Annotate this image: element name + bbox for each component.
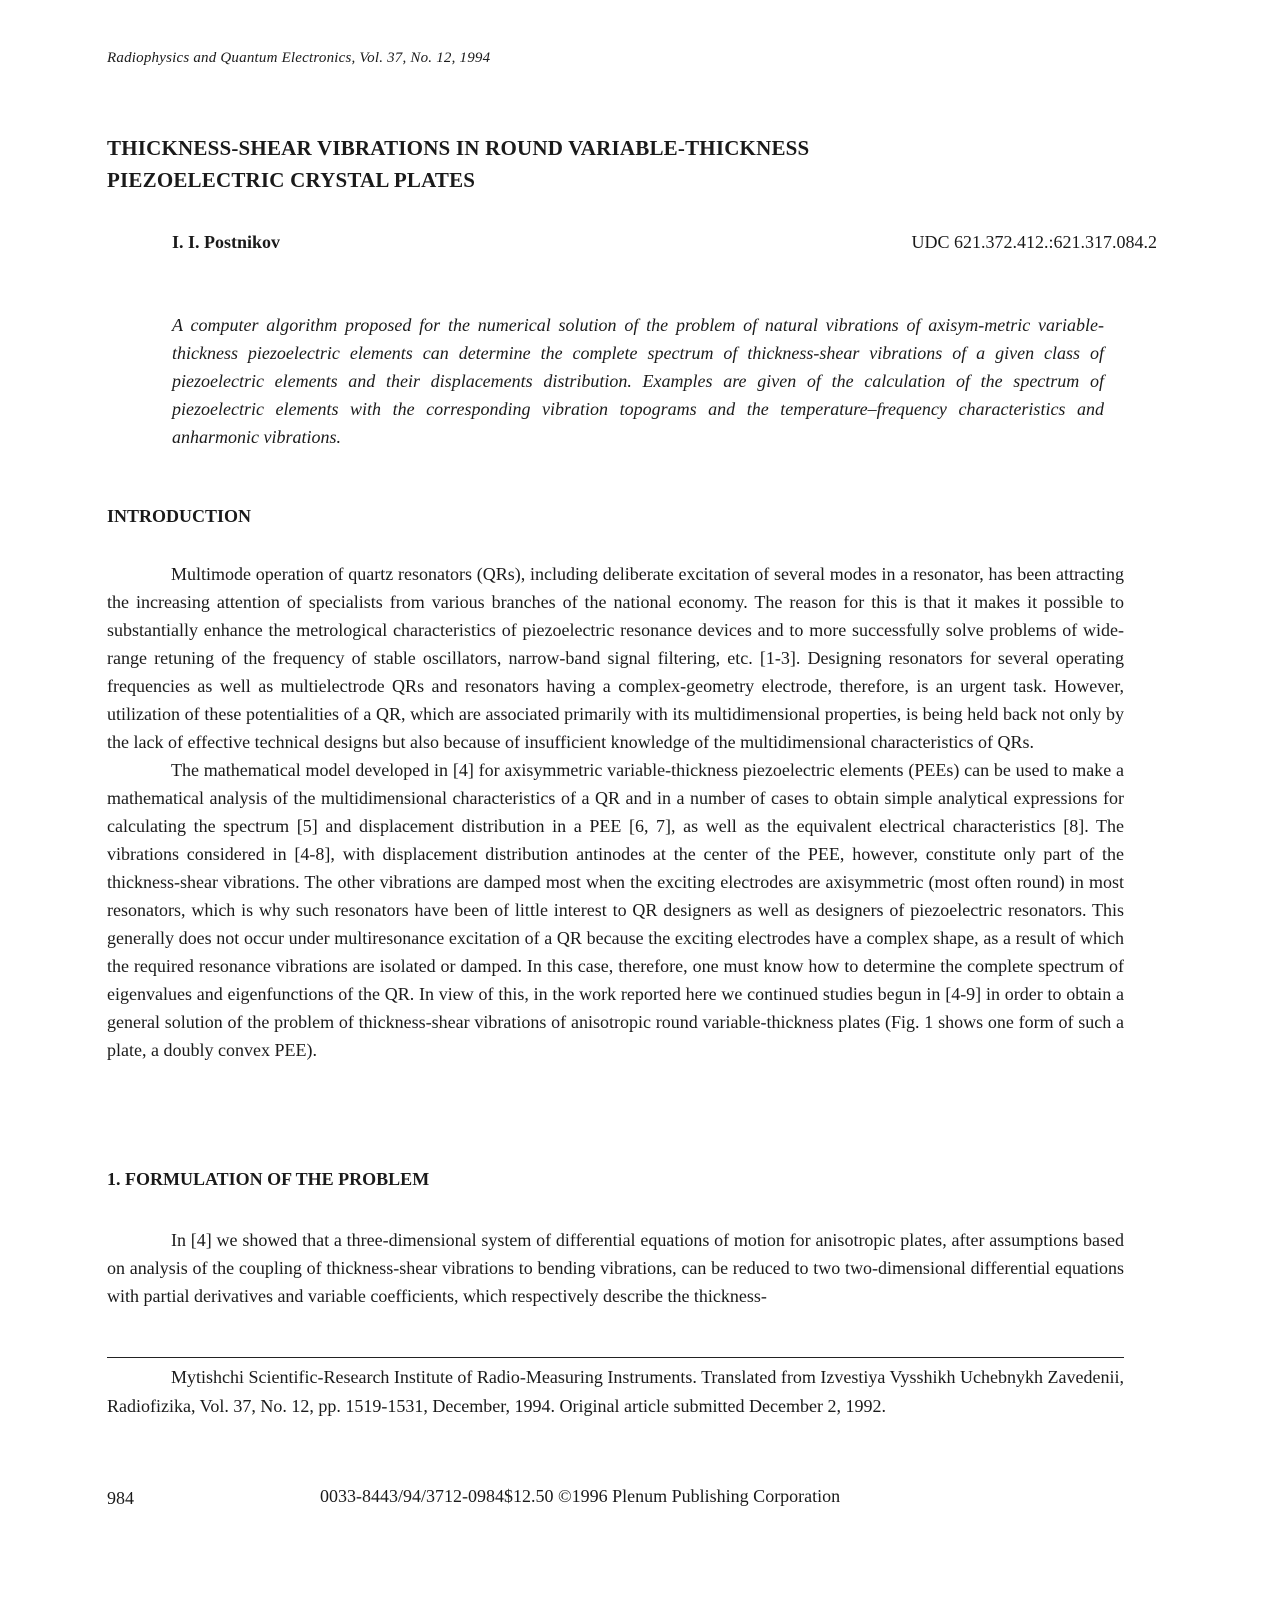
section-heading-introduction: INTRODUCTION	[107, 506, 252, 526]
footnote-divider	[107, 1357, 1124, 1358]
section-heading-formulation: 1. FORMULATION OF THE PROBLEM	[107, 1169, 430, 1189]
journal-header: Radiophysics and Quantum Electronics, Vol. 37, No. 12, 1994	[107, 50, 491, 66]
copyright-line: 0033-8443/94/3712-0984$12.50 ©1996 Plenum Publishing Corporation	[320, 1486, 841, 1506]
paragraph: The mathematical model developed in [4] for axisymmetric variable-thickness piezoelectric elements (PEEs) can be used to make a mathematical analysis of the multidimensional characteristics of a QR and in a number of cases to obtain simple analytical expressions for calculating the spectrum [5] and displacement distribution in a PEE [6, 7], as well as the equivalent electrical characteristics [8]. The vibrations considered in [4-8], with displacement distribution antinodes at the center of the PEE, however, constitute only part of the thickness-shear vibrations. The other vibrations are damped most when the exciting electrodes are axisymmetric (most often round) in most resonators, which is why such resonators have been of little interest to QR designers as well as designers of piezoelectric resonators. This generally does not occur under multiresonance excitation of a QR because the exciting electrodes have a complex shape, as a result of which the required resonance vibrations are isolated or damped. In this case, therefore, one must know how to determine the complete spectrum of eigenvalues and eigenfunctions of the QR. In view of this, in the work reported here we continued studies begun in [4-9] in order to obtain a general solution of the problem of thickness-shear vibrations of anisotropic round variable-thickness plates (Fig. 1 shows one form of such a plate, a doubly convex PEE).	[107, 760, 1124, 1060]
footnote: Mytishchi Scientific-Research Institute of Radio-Measuring Instruments. Translated from Izvestiya Vysshikh Uchebnykh Zavedenii, Radiofizika, Vol. 37, No. 12, pp. 1519-1531, December, 1994. Original article submitted December 2, 1992.	[107, 1367, 1124, 1416]
paragraph: Multimode operation of quartz resonators (QRs), including deliberate excitation of several modes in a resonator, has been attracting the increasing attention of specialists from various branches of the national economy. The reason for this is that it makes it possible to substantially enhance the metrological characteristics of piezoelectric resonance devices and to more successfully solve problems of wide-range retuning of the frequency of stable oscillators, narrow-band signal filtering, etc. [1-3]. Designing resonators for several operating frequencies as well as multielectrode QRs and resonators having a complex-geometry electrode, therefore, is an urgent task. However, utilization of these potentialities of a QR, which are associated primarily with its multidimensional properties, is being held back not only by the lack of effective technical designs but also because of insufficient knowledge of the multidimensional characteristics of QRs.	[107, 564, 1124, 752]
author-name: I. I. Postnikov	[172, 232, 281, 252]
page-number: 984	[107, 1488, 134, 1508]
udc-code: UDC 621.372.412.:621.317.084.2	[911, 232, 1157, 252]
article-title-line-1: THICKNESS-SHEAR VIBRATIONS IN ROUND VARIABLE-THICKNESS	[107, 136, 810, 160]
paragraph: In [4] we showed that a three-dimensional system of differential equations of motion for anisotropic plates, after assumptions based on analysis of the coupling of thickness-shear vibrations to bending vibrations, can be reduced to two two-dimensional differential equations with partial derivatives and variable coefficients, which respectively describe the thickness-	[107, 1230, 1124, 1306]
abstract: A computer algorithm proposed for the numerical solution of the problem of natural vibrations of axisym-metric variable-thickness piezoelectric elements can determine the complete spectrum of thickness-shear vibrations of a given class of piezoelectric elements and their displacements distribution. Examples are given of the calculation of the spectrum of piezoelectric elements with the corresponding vibration topograms and the temperature–frequency characteristics and anharmonic vibrations.	[172, 315, 1104, 447]
formulation-body	[107, 1226, 1124, 1310]
introduction-body	[107, 560, 1124, 1064]
article-title-line-2: PIEZOELECTRIC CRYSTAL PLATES	[107, 168, 476, 192]
article-title	[107, 132, 809, 196]
